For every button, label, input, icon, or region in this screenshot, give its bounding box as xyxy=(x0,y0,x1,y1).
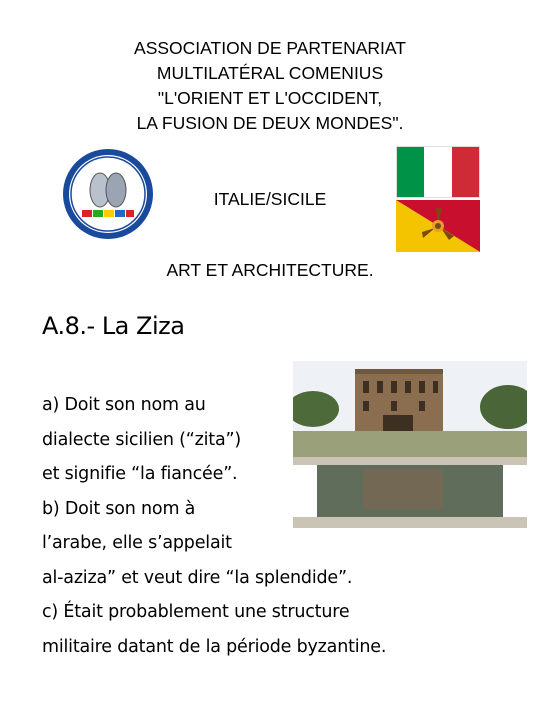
header-line: ASSOCIATION DE PARTENARIAT xyxy=(134,38,406,58)
header-line: MULTILATÉRAL COMENIUS xyxy=(156,63,384,83)
section-title: ART ET ARCHITECTURE. xyxy=(166,260,374,280)
country-label: ITALIE/SICILE xyxy=(213,189,327,209)
body-line: militaire datant de la période byzantine. xyxy=(42,636,387,657)
body-line: l’arabe, elle s’appelait xyxy=(42,533,232,553)
header-line: LA FUSION DE DEUX MONDES". xyxy=(136,113,404,133)
association-header xyxy=(0,36,540,136)
body-line: et signifie “la fiancée”. xyxy=(42,464,238,484)
article-body xyxy=(42,388,512,664)
body-line: dialecte sicilien (“zita”) xyxy=(42,429,241,450)
body-line: al-aziza” et veut dire “la splendide”. xyxy=(42,567,353,588)
page-title: A.8.- La Ziza xyxy=(42,312,185,340)
body-line: c) Était probablement une structure xyxy=(42,602,350,622)
header-line: "L'ORIENT ET L'OCCIDENT, xyxy=(157,88,383,108)
body-line: a) Doit son nom au xyxy=(42,395,206,415)
body-line: b) Doit son nom à xyxy=(42,498,196,519)
